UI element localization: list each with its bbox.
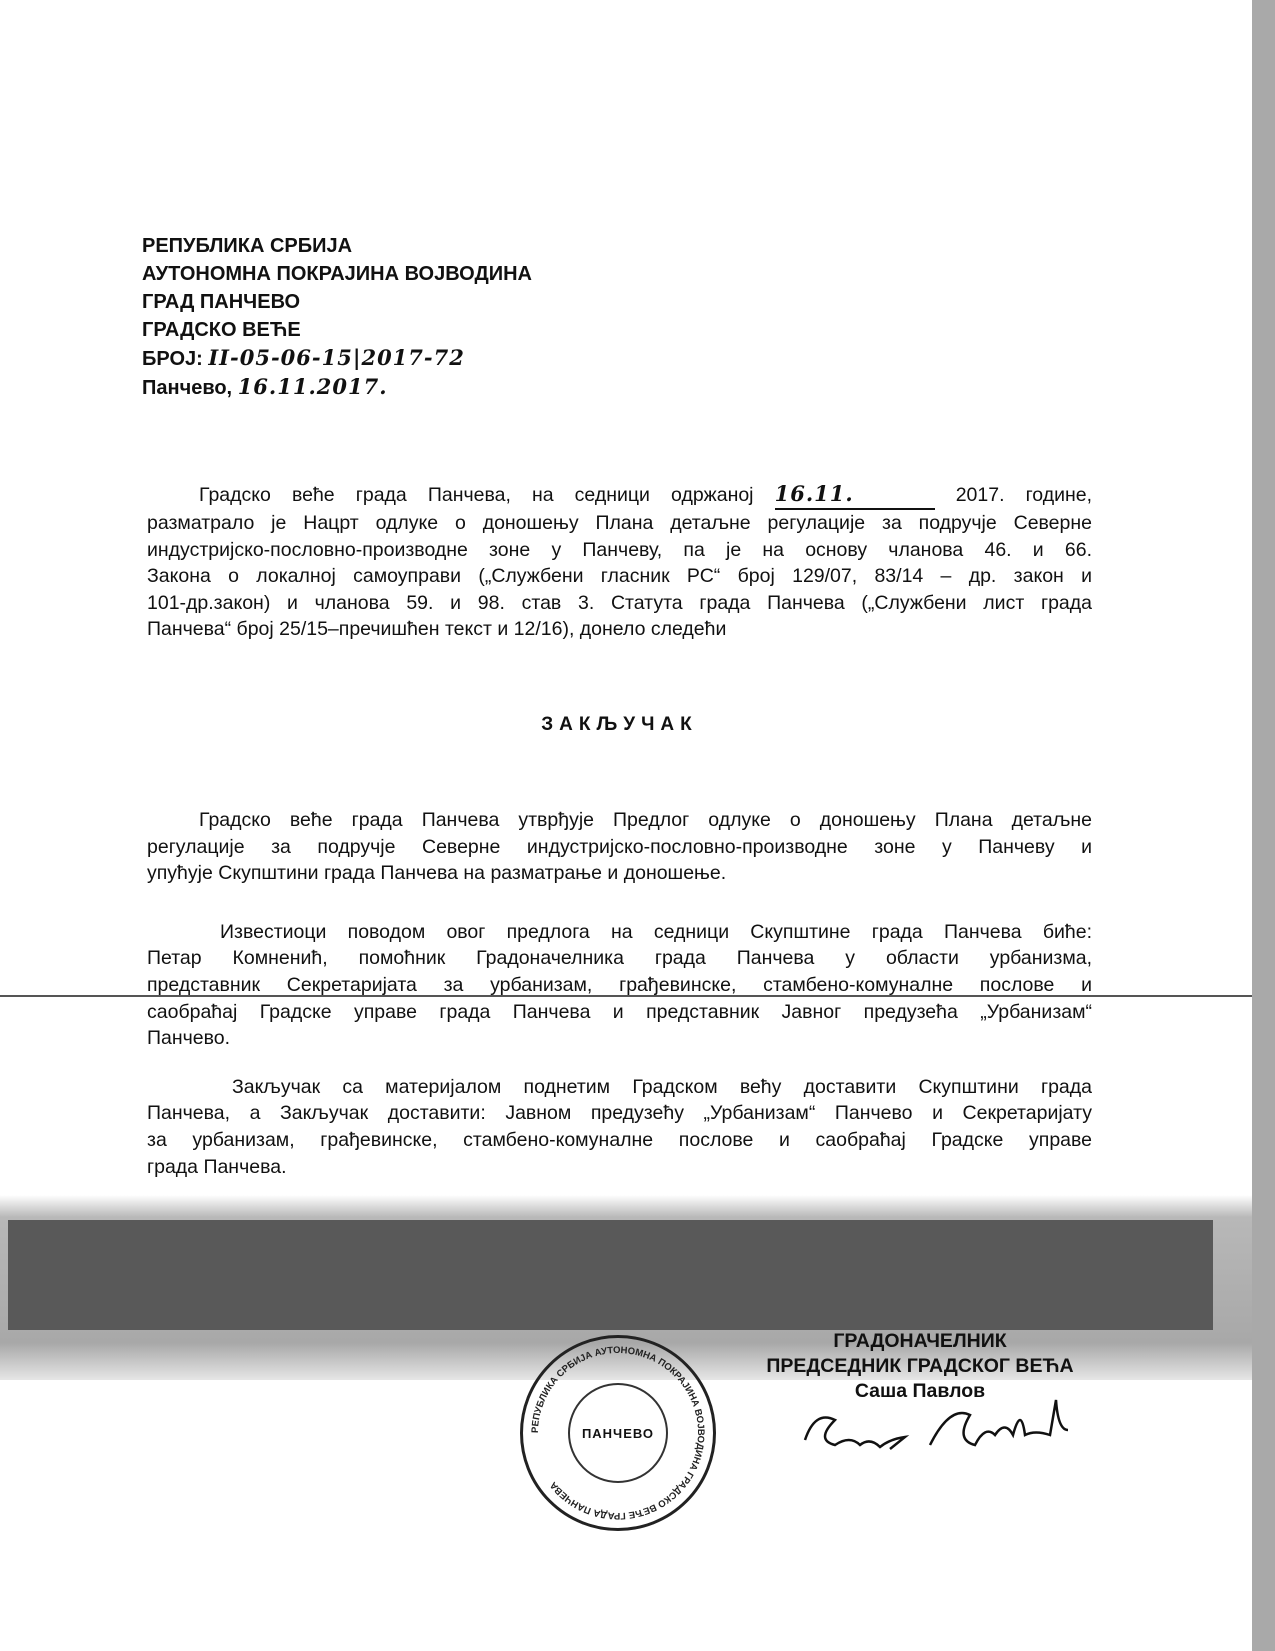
intro-paragraph	[147, 480, 1092, 643]
document-body	[142, 232, 1092, 1180]
paragraph-line: Градско веће града Панчева утврђује Предлог одлуке о доношењу Плана детаљне	[199, 808, 1092, 831]
intro-line	[147, 480, 1092, 510]
session-date-handwritten: 16.11.	[775, 480, 935, 510]
scan-edge	[1252, 0, 1275, 1651]
document-number	[142, 344, 1092, 373]
intro-line: 101-др.закон) и чланова 59. и 98. став 3. Статута града Панчева („Службени лист града	[147, 591, 1092, 614]
signatory-title: ПРЕДСЕДНИК ГРАДСКОГ ВЕЋА	[766, 1355, 1074, 1377]
letterhead-line: АУТОНОМНА ПОКРАЈИНА ВОЈВОДИНА	[142, 263, 532, 285]
scan-smudge-dark	[8, 1220, 1213, 1330]
stamp-city: ПАНЧЕВО	[581, 1425, 655, 1441]
paragraph-line: представник Секретаријата за урбанизам, грађевинске, стамбено-комуналне послове и	[147, 973, 1092, 996]
number-label: БРОЈ:	[142, 348, 203, 370]
paragraph-1	[147, 807, 1092, 887]
handwritten-signature	[640, 1345, 1100, 1465]
paragraph-line: упућује Скупштини града Панчева на разматрање и доношење.	[147, 862, 727, 885]
letterhead-line: ГРАДСКО ВЕЋЕ	[142, 319, 301, 341]
svg-text:РЕПУБЛИКА СРБИЈА АУТОНОМНА ПОК: РЕПУБЛИКА СРБИЈА АУТОНОМНА ПОКРАЈИНА ВОЈВОДИНА ГРАДСКО ВЕЋЕ ГРАДА ПАНЧЕВА	[529, 1344, 707, 1522]
paragraph-3	[147, 1074, 1092, 1180]
paragraph-line: Петар Комненић, помоћник Градоначелника града Панчева у области урбанизма,	[147, 947, 1092, 970]
intro-line: разматрало је Нацрт одлуке о доношењу Плана детаљне регулације за подручје Северне	[147, 512, 1092, 534]
paragraph-line: Закључак са материјалом поднетим Градском већу доставити Скупштини града	[232, 1075, 1092, 1098]
paragraph-line: Панчево.	[147, 1027, 231, 1050]
paragraph-line: Известиоци поводом овог предлога на седници Скупштине града Панчева биће:	[220, 920, 1092, 943]
paragraph-line: саобраћај Градске управе града Панчева и представник Јавног предузећа „Урбанизам“	[147, 1000, 1092, 1023]
date-handwritten: 16.11.2017.	[237, 374, 388, 399]
signatory-name: Саша Павлов	[854, 1380, 986, 1402]
paragraph-line: града Панчева.	[147, 1155, 287, 1178]
letterhead-line: ГРАД ПАНЧЕВО	[142, 291, 301, 313]
intro-line: индустријско-пословно-производне зоне у Панчеву, па је на основу чланова 46. и 66.	[147, 538, 1092, 561]
paragraph-2	[147, 919, 1092, 1052]
paragraph-line: регулације за подручје Северне индустријско-пословно-производне зоне у Панчеву и	[147, 835, 1092, 858]
intro-line: Панчева“ број 25/15–пречишћен текст и 12/16), донело следећи	[147, 618, 727, 641]
intro-line: Закона о локалној самоуправи („Службени гласник РС“ број 129/07, 83/14 – др. закон и	[147, 565, 1092, 588]
document-date	[142, 373, 1092, 402]
number-handwritten: II-05-06-15|2017-72	[208, 345, 465, 370]
signatory-title: ГРАДОНАЧЕЛНИК	[833, 1330, 1007, 1352]
intro-text: 2017. године,	[955, 484, 1092, 506]
paragraph-line: за урбанизам, грађевинске, стамбено-комуналне послове и саобраћај Градске управе	[147, 1128, 1092, 1151]
letterhead	[142, 232, 1092, 402]
paragraph-line: Панчева, а Закључак доставити: Јавном предузећу „Урбанизам“ Панчево и Секретаријату	[147, 1102, 1092, 1125]
intro-text: Градско веће града Панчева, на седници одржаној	[199, 484, 754, 506]
place-label: Панчево,	[142, 377, 233, 399]
letterhead-line: РЕПУБЛИКА СРБИЈА	[142, 235, 353, 257]
document-title: ЗАКЉУЧАК	[541, 713, 698, 735]
